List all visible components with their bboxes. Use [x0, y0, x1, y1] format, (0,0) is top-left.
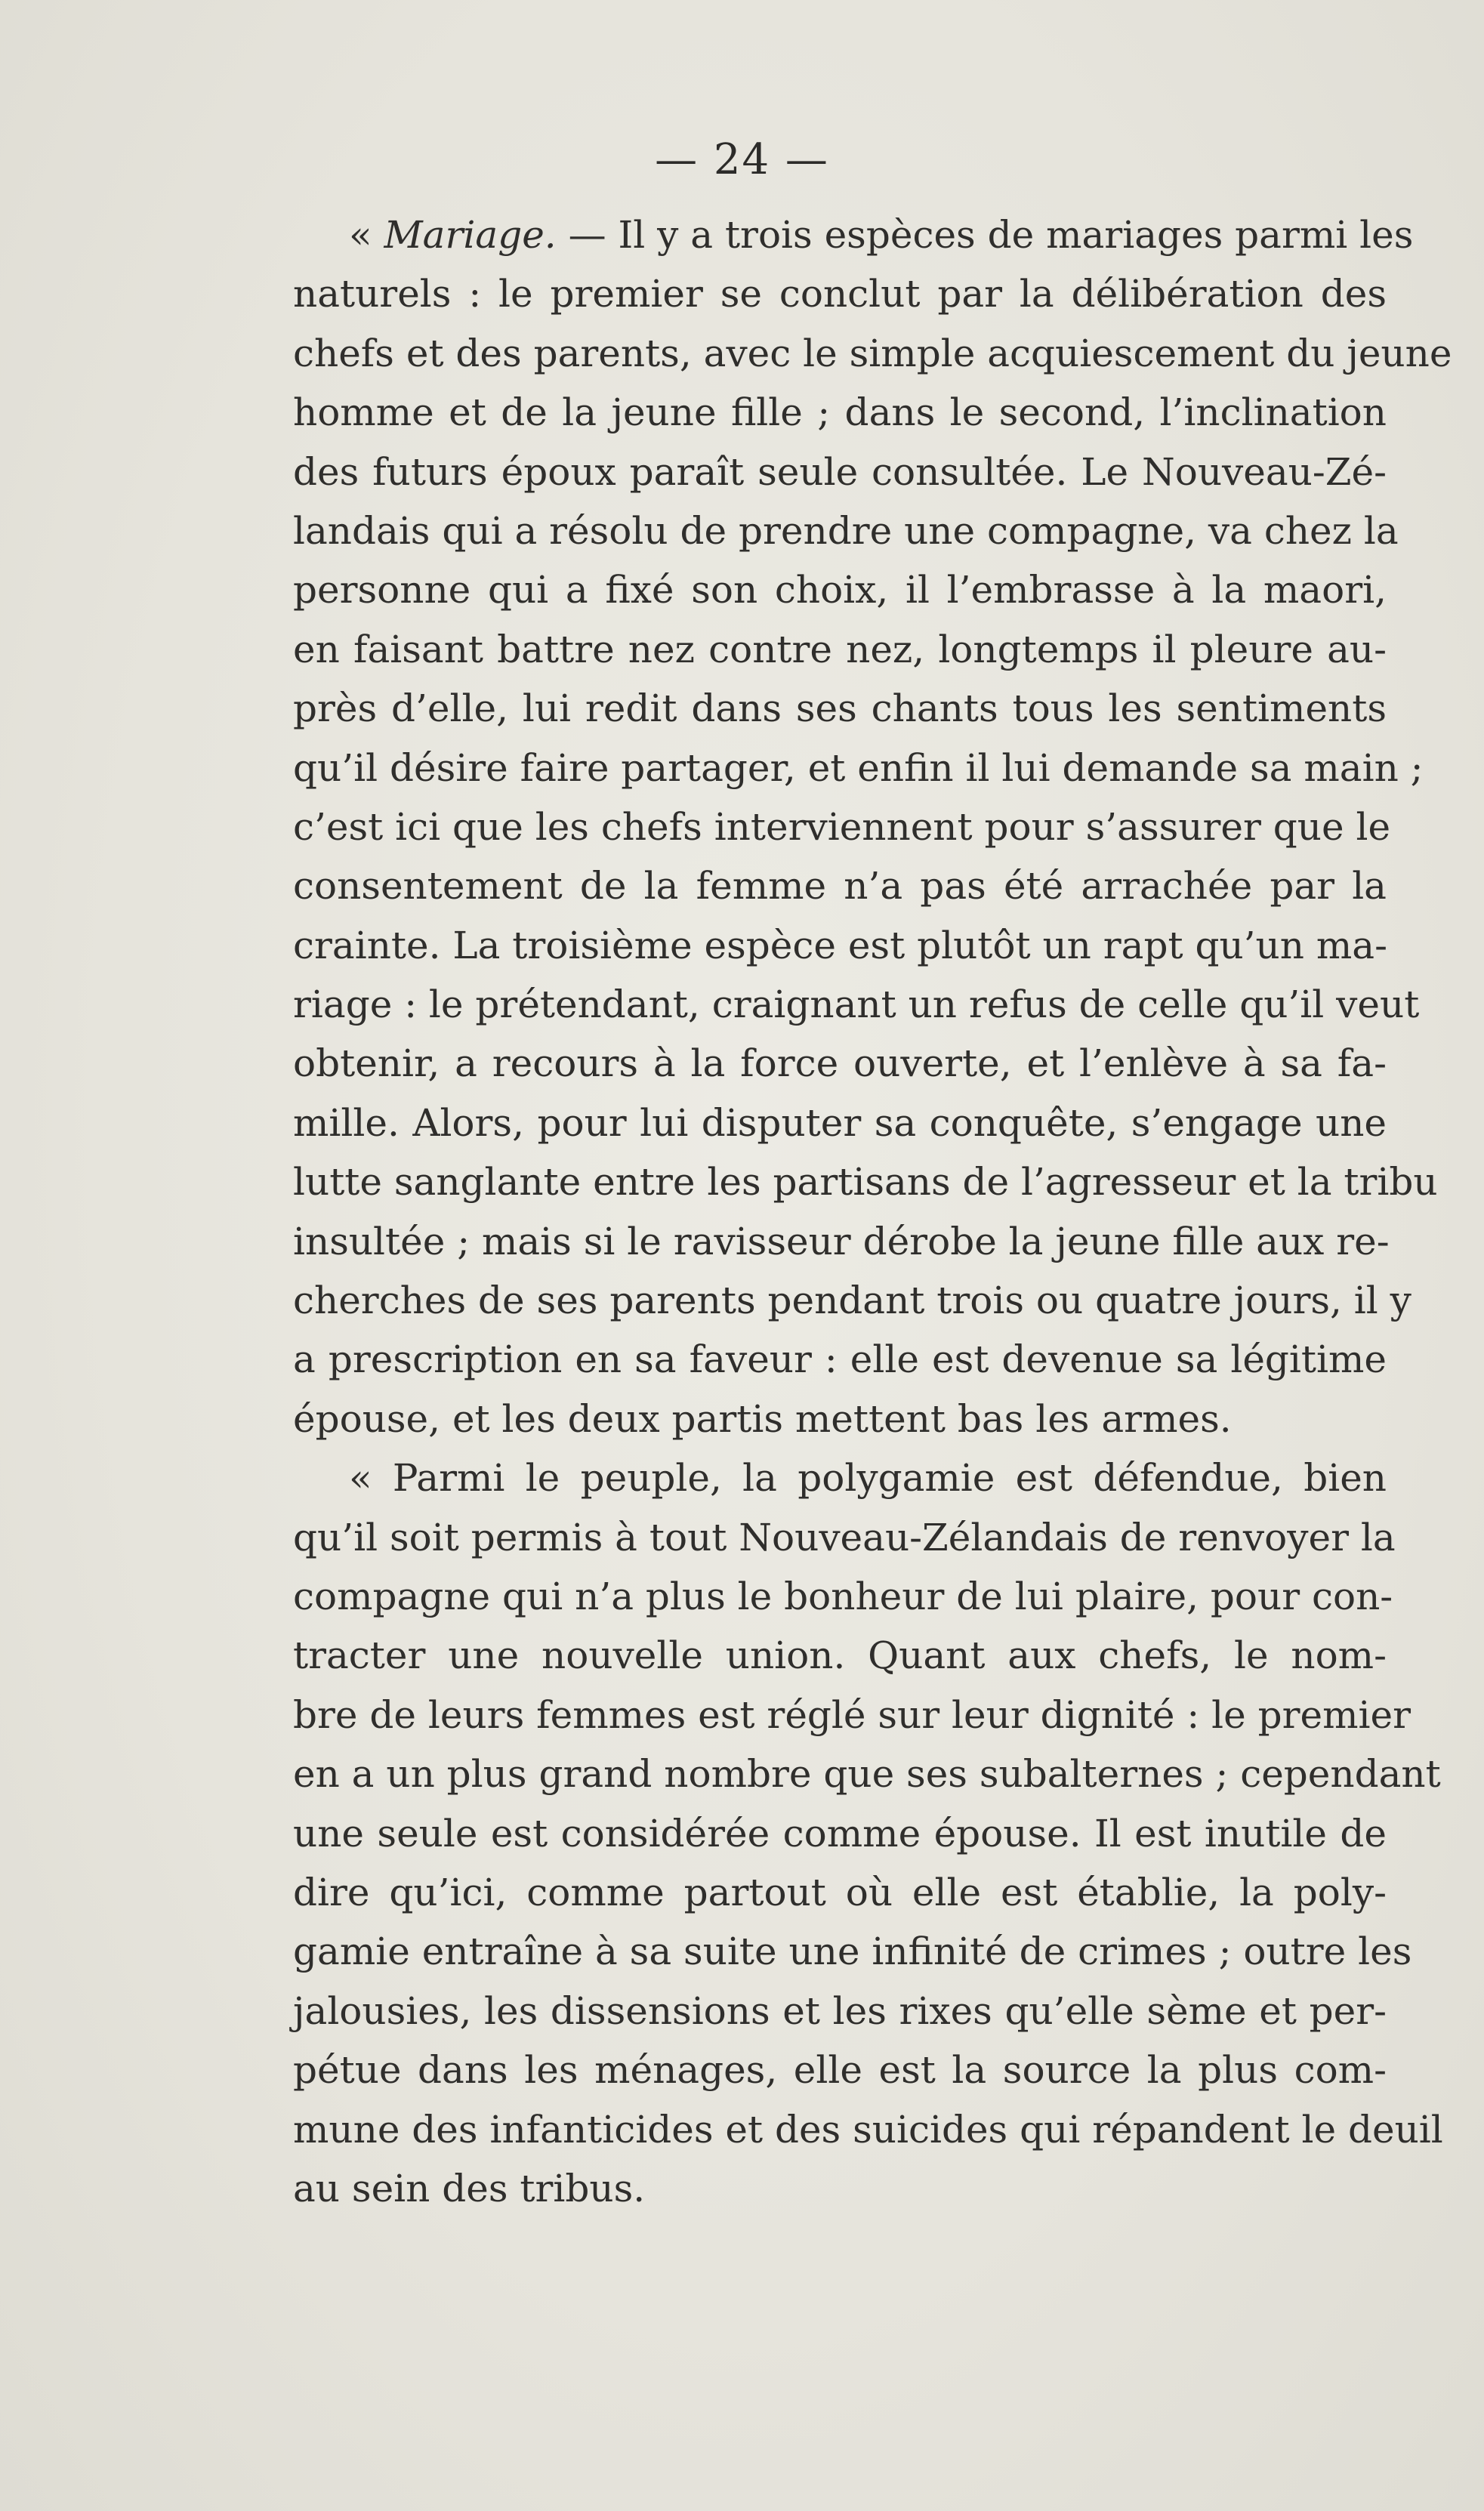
- text-line: bre de leurs femmes est réglé sur leur dignité : le premier: [293, 1692, 1411, 1737]
- text-line: chefs et des parents, avec le simple acquiescement du jeune: [293, 331, 1452, 375]
- text-line: épouse, et les deux partis mettent bas les armes.: [293, 1396, 1232, 1441]
- text-line: une seule est considérée comme épouse. Il est inutile de: [293, 1811, 1387, 1855]
- text-line: personne qui a fixé son choix, il l’embrasse à la maori,: [293, 568, 1387, 612]
- text-line: jalousies, les dissensions et les rixes qu’elle sème et per-: [293, 1988, 1387, 2033]
- text-line: tracter une nouvelle union. Quant aux chefs, le nom-: [293, 1633, 1387, 1678]
- text-line: compagne qui n’a plus le bonheur de lui plaire, pour con-: [293, 1574, 1393, 1618]
- text-line: consentement de la femme n’a pas été arrachée par la: [293, 864, 1387, 908]
- text-line: gamie entraîne à sa suite une infinité de crimes ; outre les: [293, 1930, 1412, 1974]
- text-line: naturels : le premier se conclut par la délibération des: [293, 272, 1387, 316]
- text-line: lutte sanglante entre les partisans de l’agresseur et la tribu: [293, 1160, 1438, 1205]
- text-line: dire qu’ici, comme partout où elle est établie, la poly-: [293, 1870, 1387, 1914]
- section-heading: Mariage.: [384, 213, 557, 257]
- text-line: mille. Alors, pour lui disputer sa conquête, s’engage une: [293, 1100, 1387, 1145]
- text-line: des futurs époux paraît seule consultée. Le Nouveau-Zé-: [293, 449, 1387, 494]
- text-line: cherches de ses parents pendant trois ou quatre jours, il y: [293, 1279, 1411, 1323]
- text-line: en faisant battre nez contre nez, longtemps il pleure au-: [293, 627, 1387, 671]
- text-line: au sein des tribus.: [293, 2166, 646, 2210]
- text-line: qu’il soit permis à tout Nouveau-Zélandais de renvoyer la: [293, 1515, 1396, 1559]
- text-line: « Parmi le peuple, la polygamie est défendue, bien: [349, 1456, 1387, 1501]
- text-line: près d’elle, lui redit dans ses chants tous les sentiments: [293, 686, 1387, 731]
- text-line: riage : le prétendant, craignant un refus de celle qu’il veut: [293, 982, 1420, 1027]
- text-line: obtenir, a recours à la force ouverte, et l’enlève à sa fa-: [293, 1041, 1387, 1086]
- text-line: mune des infanticides et des suicides qui répandent le deuil: [293, 2107, 1443, 2152]
- text-line: insultée ; mais si le ravisseur dérobe la jeune fille aux re-: [293, 1219, 1390, 1263]
- body-text: [293, 205, 1452, 2218]
- page-number: — 24 —: [655, 135, 829, 184]
- text-line: homme et de la jeune fille ; dans le second, l’inclination: [293, 390, 1387, 435]
- text-line: qu’il désire faire partager, et enfin il lui demande sa main ;: [293, 745, 1424, 790]
- text-line: crainte. La troisième espèce est plutôt un rapt qu’un ma-: [293, 923, 1387, 967]
- text-line: a prescription en sa faveur : elle est devenue sa légitime: [293, 1337, 1387, 1382]
- text-line: en a un plus grand nombre que ses subalternes ; cependant: [293, 1752, 1441, 1797]
- text-line: pétue dans les ménages, elle est la source la plus com-: [293, 2048, 1387, 2093]
- text-line: c’est ici que les chefs interviennent pour s’assurer que le: [293, 804, 1391, 849]
- text-line: landais qui a résolu de prendre une compagne, va chez la: [293, 508, 1399, 553]
- text-line: « Mariage. — Il y a trois espèces de mariages parmi les: [349, 213, 1414, 257]
